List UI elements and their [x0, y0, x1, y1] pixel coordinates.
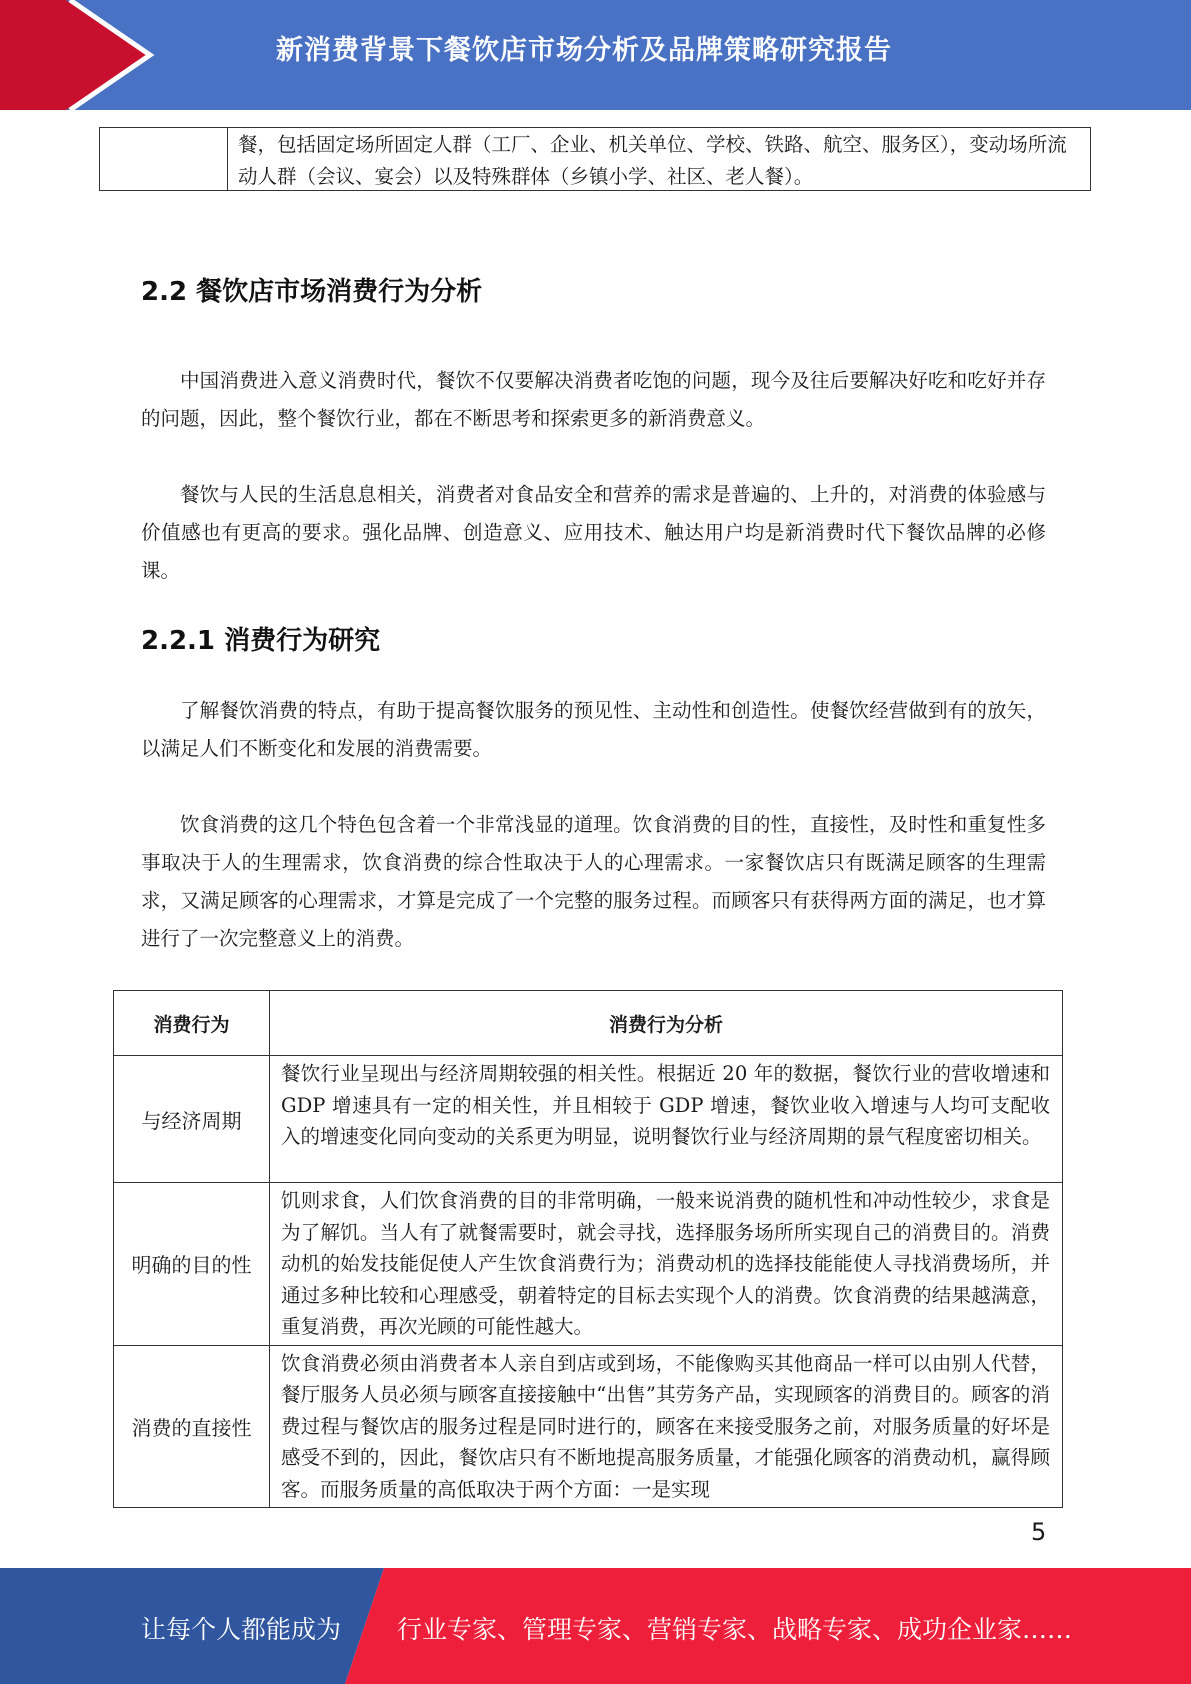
behavior-analysis: 餐饮行业呈现出与经济周期较强的相关性。根据近 20 年的数据，餐饮行业的营收增速和 GDP 增速具有一定的相关性，并且相较于 GDP 增速，餐饮业收入增速与人均可支配收入的增速变化同向变动的关系更为明显，说明餐饮行业与经济周期的景气程度密切相关。 [270, 1056, 1063, 1183]
continuation-table-empty-cell [100, 128, 228, 190]
footer-slogan-right: 行业专家、管理专家、营销专家、战略专家、成功企业家…… [397, 1615, 1073, 1644]
page-header [0, 0, 1191, 110]
header-title: 新消费背景下餐饮店市场分析及品牌策略研究报告 [276, 35, 892, 66]
table-header-row [114, 991, 1063, 1056]
continuation-table-text: 餐，包括固定场所固定人群（工厂、企业、机关单位、学校、铁路、航空、服务区），变动场所流动人群（会议、宴会）以及特殊群体（乡镇小学、社区、老人餐）。 [238, 133, 1067, 188]
paragraph: 中国消费进入意义消费时代，餐饮不仅要解决消费者吃饱的问题，现今及往后要解决好吃和吃好并存的问题，因此，整个餐饮行业，都在不断思考和探索更多的新消费意义。 [141, 369, 1046, 430]
behavior-analysis: 饮食消费必须由消费者本人亲自到店或到场，不能像购买其他商品一样可以由别人代替，餐厅服务人员必须与顾客直接接触中“出售”其劳务产品，实现顾客的消费目的。顾客的消费过程与餐饮店的服务过程是同时进行的，顾客在来接受服务之前，对服务质量的好坏是感受不到的，因此，餐饮店只有不断地提高服务质量，才能强化顾客的消费动机，赢得顾客。而服务质量的高低取决于两个方面：一是实现 [270, 1345, 1063, 1508]
section-heading-2-2-1: 2.2.1 消费行为研究 [141, 626, 381, 656]
page-footer [0, 1568, 1191, 1684]
continuation-table [99, 127, 1091, 191]
table-row [114, 1183, 1063, 1346]
behavior-table [113, 990, 1063, 1508]
behavior-name: 与经济周期 [114, 1056, 270, 1183]
page-number: 5 [1031, 1518, 1047, 1546]
paragraph: 餐饮与人民的生活息息相关，消费者对食品安全和营养的需求是普遍的、上升的，对消费的体验感与价值感也有更高的要求。强化品牌、创造意义、应用技术、触达用户均是新消费时代下餐饮品牌的必修课。 [141, 483, 1046, 582]
behavior-analysis: 饥则求食，人们饮食消费的目的非常明确，一般来说消费的随机性和冲动性较少，求食是为了解饥。当人有了就餐需要时，就会寻找，选择服务场所所实现自己的消费目的。消费动机的始发技能促使人产生饮食消费行为；消费动机的选择技能能使人寻找消费场所，并通过多种比较和心理感受，朝着特定的目标去实现个人的消费。饮食消费的结果越满意，重复消费，再次光顾的可能性越大。 [270, 1183, 1063, 1346]
table-row [114, 1056, 1063, 1183]
column-header: 消费行为 [114, 991, 270, 1056]
table-row [114, 1345, 1063, 1508]
paragraph: 饮食消费的这几个特色包含着一个非常浅显的道理。饮食消费的目的性，直接性，及时性和重复性多事取决于人的生理需求，饮食消费的综合性取决于人的心理需求。一家餐饮店只有既满足顾客的生理需求，又满足顾客的心理需求，才算是完成了一个完整的服务过程。而顾客只有获得两方面的满足，也才算进行了一次完整意义上的消费。 [141, 813, 1046, 950]
column-header: 消费行为分析 [270, 991, 1063, 1056]
footer-slogan-left: 让每个人都能成为 [141, 1615, 342, 1644]
behavior-name: 消费的直接性 [114, 1345, 270, 1508]
section-heading-2-2: 2.2 餐饮店市场消费行为分析 [141, 277, 483, 307]
behavior-name: 明确的目的性 [114, 1183, 270, 1346]
paragraph: 了解餐饮消费的特点，有助于提高餐饮服务的预见性、主动性和创造性。使餐饮经营做到有的放矢，以满足人们不断变化和发展的消费需要。 [141, 699, 1046, 760]
